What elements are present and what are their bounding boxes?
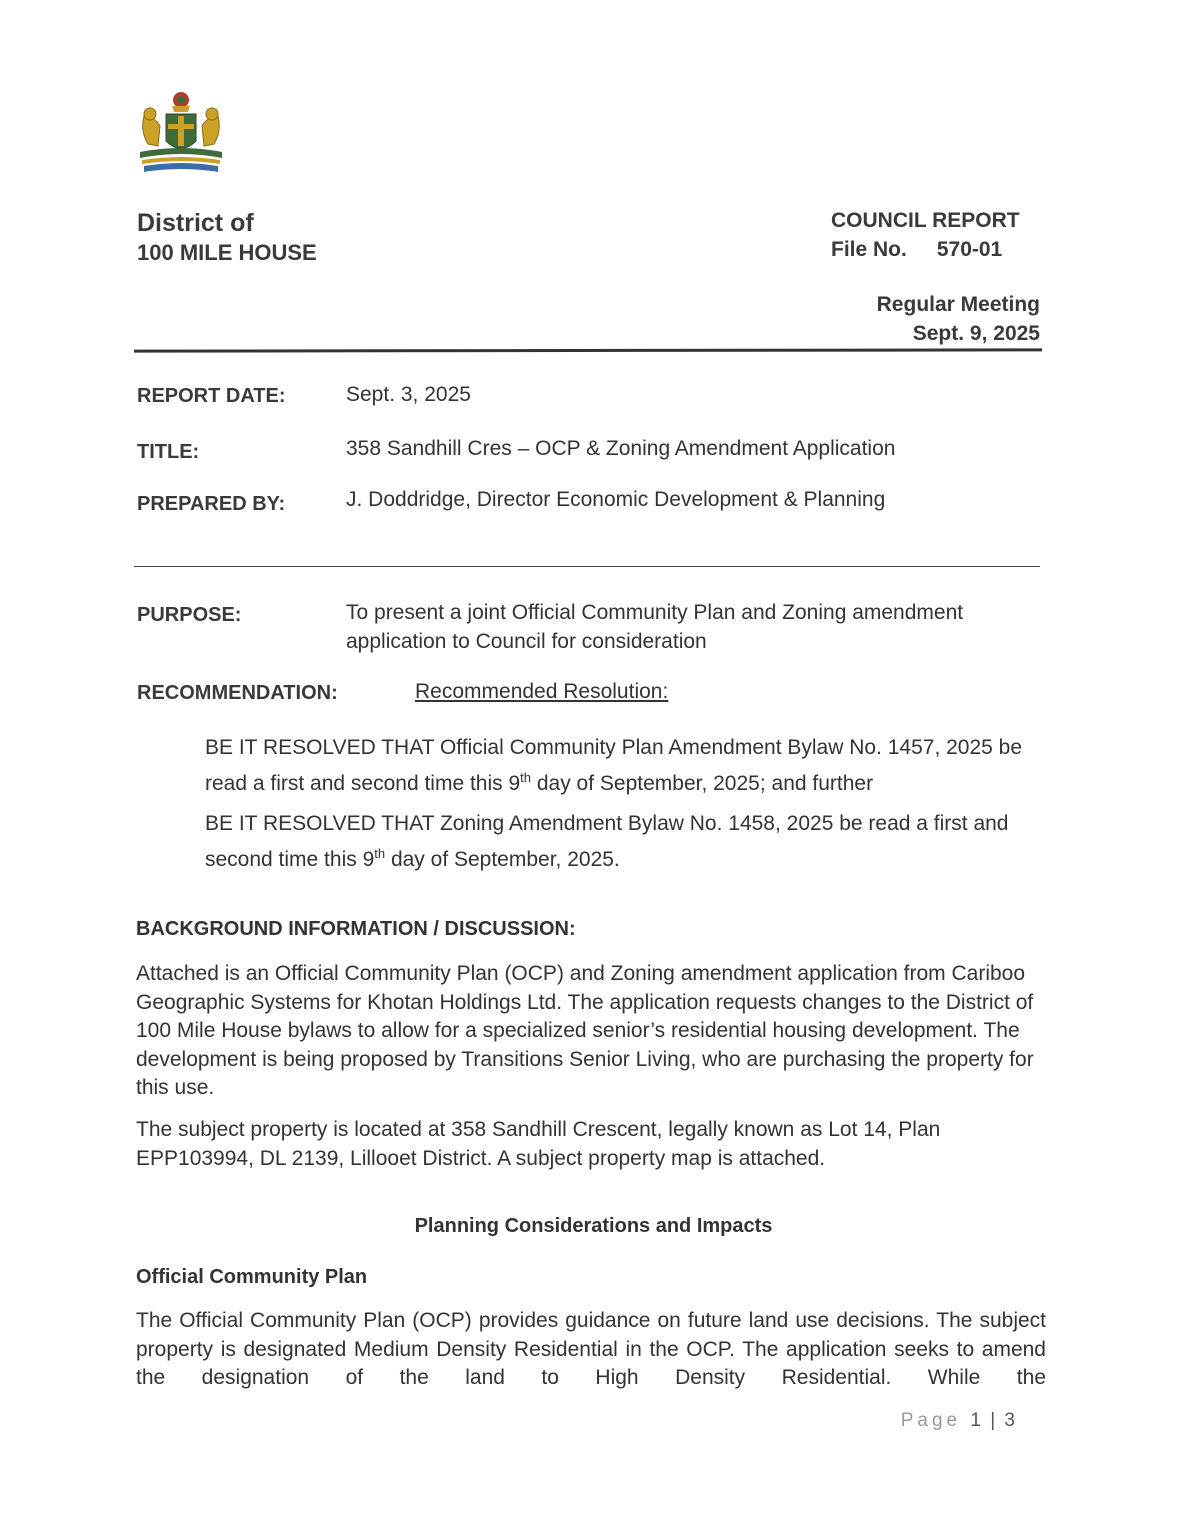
- resolution-ocp-text-end: day of September, 2025; and further: [531, 772, 874, 795]
- file-number: 570-01: [936, 238, 1003, 261]
- meeting-date: Sept. 9, 2025: [912, 322, 1040, 345]
- org-line-1: District of: [137, 209, 254, 237]
- meeting-type: Regular Meeting: [876, 293, 1040, 316]
- resolution-ocp-ordinal: th: [520, 770, 532, 785]
- purpose-text: To present a joint Official Community Plan and Zoning amendment application to Council for consideration: [346, 601, 964, 653]
- meeting-info: [877, 290, 1040, 348]
- background-heading: BACKGROUND INFORMATION / DISCUSSION:: [136, 918, 576, 940]
- ocp-paragraph: The Official Community Plan (OCP) provides guidance on future land use decisions. The subject property is designated Medium Density Residential in the OCP. The application seeks to amend the designation of the land to High Density Residential. While the: [136, 1309, 1046, 1389]
- fields-divider: [134, 566, 1040, 567]
- report-date-label: REPORT DATE:: [137, 385, 286, 407]
- page-number: [901, 1410, 1017, 1432]
- background-paragraph-2: The subject property is located at 358 Sandhill Crescent, legally known as Lot 14, Plan EPP103994, DL 2139, Lillooet District. A subject property map is attached.: [136, 1118, 941, 1170]
- background-paragraph-1: Attached is an Official Community Plan (OCP) and Zoning amendment application from Cariboo Geographic Systems for Khotan Holdings Ltd. The application requests changes to the District of 100 Mile House bylaws to allow for a specialized senior’s residential housing development. The development is being proposed by Transitions Senior Living, who are purchasing the property for this use.: [136, 962, 1034, 1099]
- report-type: COUNCIL REPORT: [831, 209, 1020, 232]
- resolution-ocp: [205, 733, 1045, 799]
- district-crest-icon: [136, 86, 226, 178]
- purpose-label: PURPOSE:: [137, 604, 242, 626]
- planning-heading: Planning Considerations and Impacts: [414, 1215, 773, 1237]
- page-count: 1 | 3: [970, 1410, 1017, 1431]
- file-label: File No.: [831, 238, 907, 261]
- ocp-heading: Official Community Plan: [136, 1266, 368, 1288]
- page-word: Page: [900, 1410, 962, 1431]
- org-line-2: 100 MILE HOUSE: [137, 240, 317, 265]
- resolution-zoning: [205, 809, 1045, 875]
- prepared-by-value: J. Doddridge, Director Economic Development & Planning: [346, 488, 886, 511]
- resolution-zoning-text-end: day of September, 2025.: [385, 848, 620, 871]
- title-label: TITLE:: [137, 441, 200, 463]
- header-divider: [134, 348, 1042, 352]
- file-number-row: [831, 235, 1020, 264]
- resolution-zoning-text: BE IT RESOLVED THAT Zoning Amendment Bylaw No. 1458, 2025 be read a first and second time this 9: [205, 812, 1009, 871]
- report-header: [831, 206, 1020, 264]
- resolution-zoning-ordinal: th: [374, 846, 386, 861]
- report-date-value: Sept. 3, 2025: [346, 383, 471, 406]
- recommendation-label: RECOMMENDATION:: [137, 682, 338, 704]
- prepared-by-label: PREPARED BY:: [137, 493, 286, 515]
- recommended-resolution-heading: Recommended Resolution:: [415, 680, 669, 703]
- organization-name: [137, 208, 317, 268]
- title-value: 358 Sandhill Cres – OCP & Zoning Amendment Application: [346, 437, 896, 460]
- resolution-ocp-text: BE IT RESOLVED THAT Official Community Plan Amendment Bylaw No. 1457, 2025 be read a first and second time this 9: [205, 736, 1023, 795]
